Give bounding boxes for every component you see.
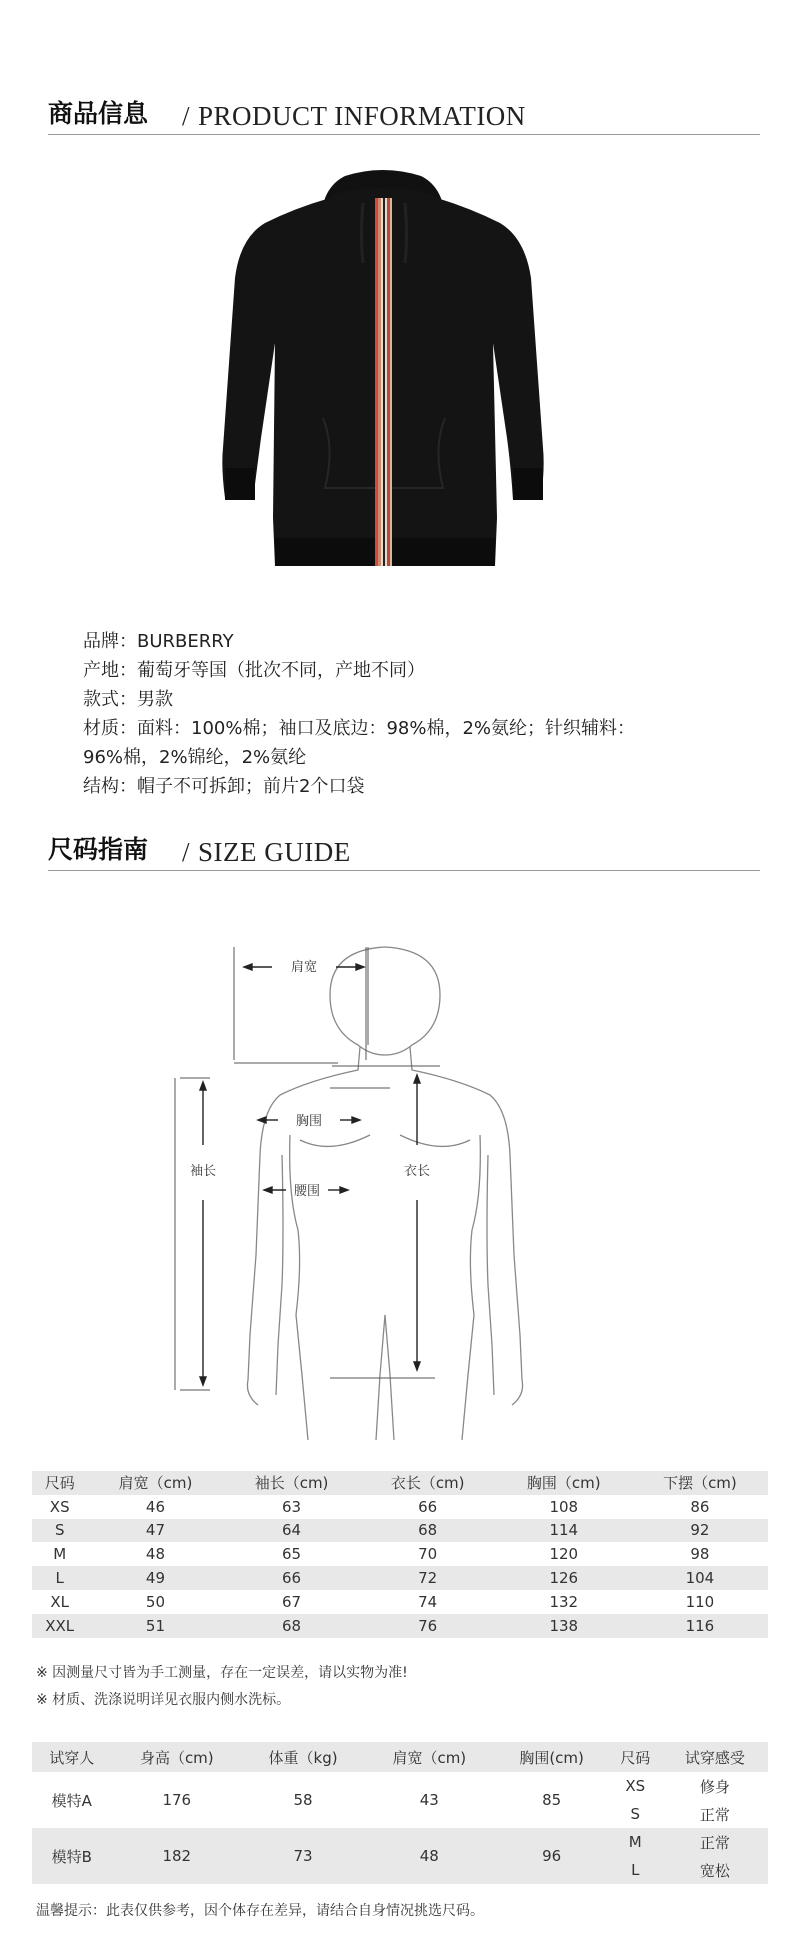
header-shoulder: 肩宽（cm)	[118, 1474, 193, 1493]
cell: 63	[282, 1497, 302, 1516]
cell: 64	[282, 1521, 302, 1540]
cell: 46	[145, 1497, 165, 1516]
cell-model: 模特B	[32, 1828, 112, 1884]
header-height: 身高（cm)	[139, 1748, 214, 1767]
info-brand: 品牌：BURBERRY	[83, 631, 234, 652]
label-sleeve: 袖长	[189, 1164, 217, 1179]
cell: 126	[549, 1569, 579, 1588]
header-model: 试穿人	[49, 1748, 95, 1767]
cell: 51	[145, 1616, 165, 1635]
note-item: ※ 材质、洗涤说明详见衣服内侧水洗标。	[36, 1692, 291, 1708]
size-guide-header	[48, 834, 760, 871]
header-chest: 胸围（cm)	[526, 1474, 601, 1493]
table-row	[32, 1772, 768, 1800]
cell-shoulder: 48	[364, 1828, 494, 1884]
info-style: 款式：男款	[83, 689, 173, 710]
reference-tip: 温馨提示：此表仅供参考，因个体存在差异，请结合自身情况挑选尺码。	[36, 1903, 484, 1919]
table-row	[32, 1542, 768, 1566]
section-title-en: / PRODUCT INFORMATION	[182, 101, 526, 131]
cell: 65	[282, 1545, 302, 1564]
cell: 120	[549, 1545, 579, 1564]
label-chest: 胸围	[295, 1114, 323, 1129]
header-length: 衣长（cm)	[390, 1474, 465, 1493]
info-material: 材质：面料：100%棉；袖口及底边：98%棉，2%氨纶；针织辅料：	[83, 718, 636, 739]
cell-feel: 正常	[662, 1828, 768, 1856]
cell-feel: 宽松	[662, 1856, 768, 1884]
header-size: 尺码	[44, 1474, 75, 1493]
cell: 76	[418, 1616, 438, 1635]
cell: 49	[145, 1569, 165, 1588]
cell: 50	[145, 1592, 165, 1611]
cell: 74	[418, 1592, 438, 1611]
cell: 66	[282, 1569, 302, 1588]
table-header-row	[32, 1471, 768, 1495]
cell-size: S	[609, 1800, 662, 1828]
table-header-row	[32, 1742, 768, 1772]
cell-feel: 正常	[662, 1800, 768, 1828]
cell: 110	[685, 1592, 715, 1611]
cell: 116	[685, 1616, 715, 1635]
cell: 68	[418, 1521, 438, 1540]
cell: L	[55, 1569, 64, 1588]
cell: XS	[49, 1497, 70, 1516]
header-weight: 体重（kg)	[268, 1748, 338, 1767]
cell: 47	[145, 1521, 165, 1540]
header-feel: 试穿感受	[684, 1748, 745, 1767]
cell: 104	[685, 1569, 715, 1588]
cell-size: M	[609, 1828, 662, 1856]
measurement-notes	[36, 1660, 408, 1714]
cell-height: 176	[112, 1772, 242, 1828]
cell: 114	[549, 1521, 579, 1540]
size-table	[32, 1471, 768, 1638]
label-length: 衣长	[403, 1164, 431, 1179]
cell: 67	[282, 1592, 302, 1611]
cell: 138	[549, 1616, 579, 1635]
cell-chest: 96	[495, 1828, 609, 1884]
cell: M	[53, 1545, 67, 1564]
cell-size: XS	[609, 1772, 662, 1800]
product-photo	[195, 168, 570, 580]
fit-table	[32, 1742, 768, 1884]
cell: 92	[690, 1521, 710, 1540]
table-row	[32, 1614, 768, 1638]
header-shoulder: 肩宽（cm)	[392, 1748, 467, 1767]
cell-weight: 58	[242, 1772, 364, 1828]
label-shoulder: 肩宽	[290, 960, 318, 975]
measurement-diagram	[189, 935, 550, 1440]
cell: 132	[549, 1592, 579, 1611]
product-info-header	[48, 98, 760, 135]
section-title-cn: 商品信息	[48, 99, 149, 128]
info-origin: 产地：葡萄牙等国（批次不同，产地不同）	[83, 660, 425, 681]
cell: 72	[418, 1569, 438, 1588]
table-row	[32, 1590, 768, 1614]
note-item: ※ 因测量尺寸皆为手工测量，存在一定误差，请以实物为准!	[36, 1665, 408, 1681]
info-structure: 结构：帽子不可拆卸；前片2个口袋	[83, 776, 365, 797]
cell-chest: 85	[495, 1772, 609, 1828]
cell: 48	[145, 1545, 165, 1564]
cell-shoulder: 43	[364, 1772, 494, 1828]
cell-height: 182	[112, 1828, 242, 1884]
header-chest: 胸围(cm)	[519, 1748, 584, 1767]
cell: 70	[418, 1545, 438, 1564]
table-row	[32, 1519, 768, 1543]
cell: 98	[690, 1545, 710, 1564]
cell-size: L	[609, 1856, 662, 1884]
cell: 108	[549, 1497, 579, 1516]
cell-weight: 73	[242, 1828, 364, 1884]
table-row	[32, 1495, 768, 1519]
section-title-cn: 尺码指南	[48, 835, 149, 864]
cell: S	[54, 1521, 65, 1540]
cell: XL	[50, 1592, 70, 1611]
info-material-cont: 96%棉，2%锦纶，2%氨纶	[83, 747, 307, 768]
header-size: 尺码	[620, 1748, 651, 1767]
product-details	[83, 627, 753, 801]
cell-model: 模特A	[32, 1772, 112, 1828]
cell: 66	[418, 1497, 438, 1516]
cell: XXL	[45, 1616, 75, 1635]
table-row	[32, 1566, 768, 1590]
cell-feel: 修身	[662, 1772, 768, 1800]
header-hem: 下摆（cm)	[663, 1474, 737, 1493]
cell: 68	[282, 1616, 302, 1635]
label-waist: 腰围	[293, 1184, 321, 1199]
section-title-en: / SIZE GUIDE	[182, 837, 351, 867]
table-row	[32, 1828, 768, 1856]
cell: 86	[690, 1497, 710, 1516]
header-sleeve: 袖长（cm)	[254, 1474, 329, 1493]
